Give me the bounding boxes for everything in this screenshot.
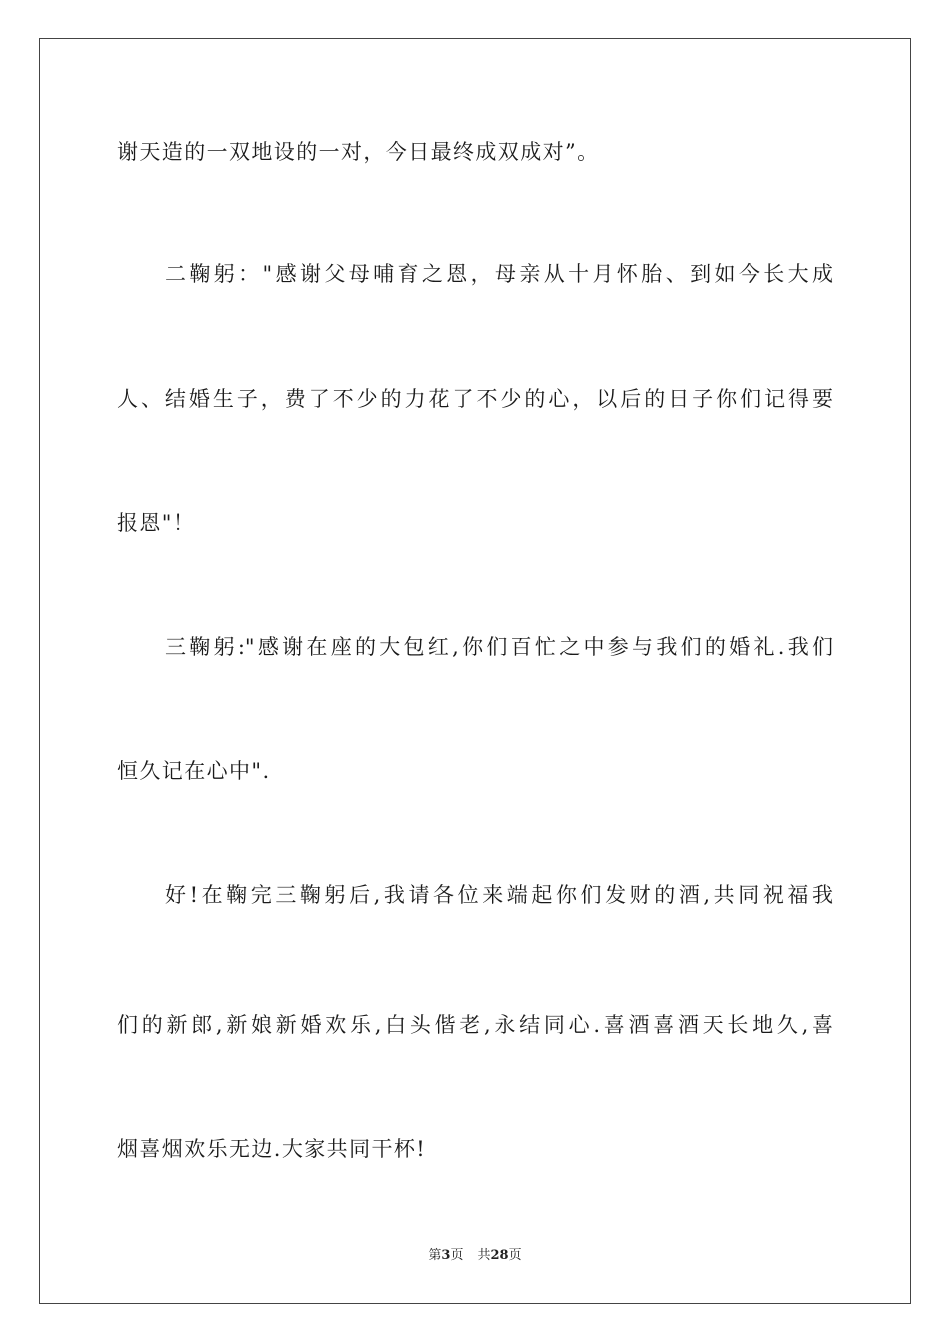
footer-page-prefix: 第 — [428, 1248, 442, 1263]
text-line-7: 好!在鞠完三鞠躬后,我请各位来端起你们发财的酒,共同祝福我 — [165, 883, 833, 907]
footer-page-number: 3 — [441, 1248, 451, 1263]
text-line-9: 烟喜烟欢乐无边.大家共同干杯! — [117, 1137, 427, 1161]
page-frame — [39, 38, 911, 1304]
footer-total-prefix: 共 — [477, 1248, 491, 1263]
text-line-5: 三鞠躬:"感谢在座的大包红,你们百忙之中参与我们的婚礼.我们 — [165, 635, 833, 659]
text-line-8: 们的新郎,新娘新婚欢乐,白头偕老,永结同心.喜酒喜酒天长地久,喜 — [117, 1013, 833, 1037]
text-line-1: 谢天造的一双地设的一对，今日最终成双成对”。 — [117, 140, 600, 164]
footer-total-pages: 28 — [490, 1248, 509, 1263]
text-line-6: 恒久记在心中". — [117, 759, 271, 783]
footer-total-suffix: 页 — [508, 1248, 522, 1263]
text-line-2: 二鞠躬："感谢父母哺育之恩，母亲从十月怀胎、到如今长大成 — [165, 262, 833, 286]
text-line-4: 报恩"！ — [117, 511, 196, 535]
page-footer — [0, 1247, 950, 1265]
footer-page-suffix: 页 — [450, 1248, 464, 1263]
text-line-3: 人、结婚生子，费了不少的力花了不少的心，以后的日子你们记得要 — [117, 387, 833, 411]
